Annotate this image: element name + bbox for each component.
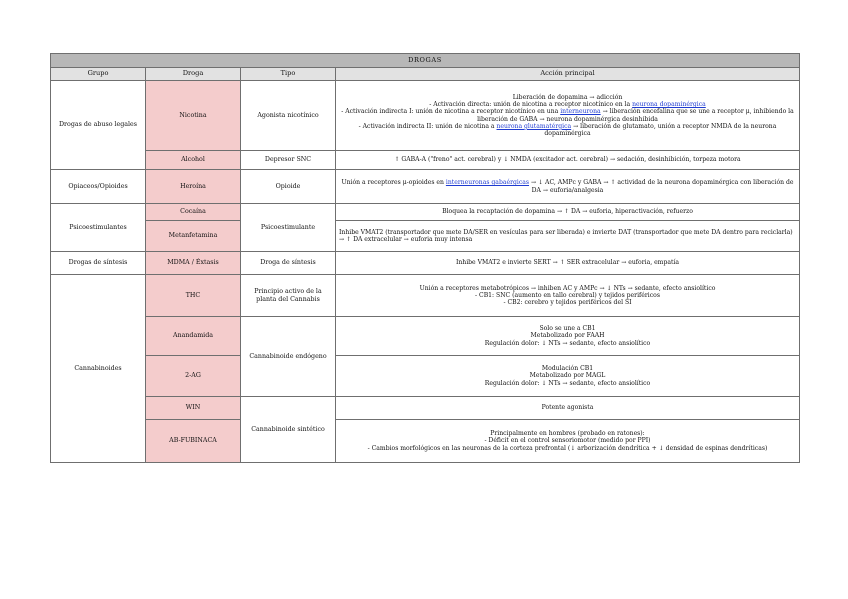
accion-nicotina — [336, 81, 800, 151]
group-psicoestimulantes: Psicoestimulantes — [51, 204, 146, 252]
accion-anandamida-line2: Metabolizado por FAAH — [530, 332, 605, 340]
header-droga: Droga — [146, 68, 241, 81]
table-row — [51, 204, 800, 221]
accion-2ag-line3: Regulación dolor: ↓ NTs → sedante, efecto ansiolítico — [484, 379, 651, 387]
table-row — [51, 170, 800, 204]
drug-abfubinaca: AB-FUBINACA — [146, 420, 241, 463]
drug-heroina: Heroína — [146, 170, 241, 204]
accion-anandamida-line3: Regulación dolor: ↓ NTs → sedante, efecto ansiolítico — [484, 339, 651, 347]
accion-thc — [336, 275, 800, 317]
table-row — [51, 317, 800, 356]
text-fragment: → ↓ AC, AMPc y GABA → ↑ actividad de la neurona dopaminérgica con liberación de DA → euforia/analgesia — [529, 179, 794, 194]
accion-nicotina-line4 — [339, 123, 796, 138]
link-neurona-glutamatergica[interactable]: neurona glutamatérgica — [496, 122, 572, 130]
table-title-row — [51, 54, 800, 68]
accion-anandamida — [336, 317, 800, 356]
accion-nicotina-line3 — [339, 108, 796, 123]
header-tipo: Tipo — [241, 68, 336, 81]
accion-metanfetamina: Inhibe VMAT2 (transportador que mete DA/SER en vesículas para ser liberada) e invierte DAT (transportador que mete DA dentro para reciclarla) → ↑ DA extracelular → euforia muy intensa — [336, 221, 800, 252]
table-row — [51, 356, 800, 397]
text-fragment: - Activación directa: unión de nicotina a receptor nicotínico en la — [429, 100, 633, 108]
tipo-nicotina: Agonista nicotínico — [241, 81, 336, 151]
accion-alcohol: ↑ GABA-A ("freno" act. cerebral) y ↓ NMDA (excitador act. cerebral) → sedación, desinhibición, torpeza motora — [336, 151, 800, 170]
table-row — [51, 397, 800, 420]
header-accion: Acción principal — [336, 68, 800, 81]
table-row — [51, 252, 800, 275]
table-row — [51, 81, 800, 151]
drug-cocaina: Cocaína — [146, 204, 241, 221]
tipo-sintetico: Cannabinoide sintético — [241, 397, 336, 463]
accion-nicotina-line1: Liberación de dopamina → adicción — [512, 93, 623, 101]
accion-mdma: Inhibe VMAT2 e invierte SERT → ↑ SER extracelular → euforia, empatía — [336, 252, 800, 275]
accion-2ag — [336, 356, 800, 397]
table-title: DROGAS — [51, 54, 800, 68]
text-fragment: - Activación indirecta II: unión de nicotina a — [358, 122, 497, 130]
group-legales: Drogas de abuso legales — [51, 81, 146, 170]
text-fragment: → liberación de glutamato, unión a receptor NMDA de la neurona dopaminérgica — [544, 122, 777, 138]
tipo-endogeno: Cannabinoide endógeno — [241, 317, 336, 397]
table-row — [51, 275, 800, 317]
accion-abfubinaca — [336, 420, 800, 463]
drug-nicotina: Nicotina — [146, 81, 241, 151]
accion-thc-line3: - CB2: cerebro y tejidos periféricos del SI — [503, 299, 632, 307]
group-opiaceos: Opiaceos/Opioides — [51, 170, 146, 204]
link-neurona-dopaminergica[interactable]: neurona dopaminérgica — [632, 100, 706, 108]
table-row — [51, 420, 800, 463]
link-interneurona[interactable]: interneurona — [560, 108, 601, 116]
link-interneuronas-gabaergicas[interactable]: interneuronas gabaérgicas — [445, 179, 530, 187]
text-fragment: → liberación encefalina que se une a receptor μ, inhibiendo la liberación de GABA → neurona dopaminérgica desinhibida — [477, 108, 794, 123]
tipo-heroina: Opioide — [241, 170, 336, 204]
accion-heroina — [336, 170, 800, 204]
tipo-thc: Principio activo de la planta del Cannabis — [241, 275, 336, 317]
drug-win: WIN — [146, 397, 241, 420]
accion-win: Potente agonista — [336, 397, 800, 420]
group-sintesis: Drogas de síntesis — [51, 252, 146, 275]
group-cannabinoides: Cannabinoides — [51, 275, 146, 463]
accion-2ag-line1: Modulación CB1 — [541, 365, 594, 373]
drug-anandamida: Anandamida — [146, 317, 241, 356]
header-grupo: Grupo — [51, 68, 146, 81]
tipo-psicoestimulante: Psicoestimulante — [241, 204, 336, 252]
accion-2ag-line2: Metabolizado por MAGL — [529, 372, 606, 380]
drug-metanfetamina: Metanfetamina — [146, 221, 241, 252]
accion-nicotina-line2 — [339, 101, 796, 108]
drug-thc: THC — [146, 275, 241, 317]
accion-abfubinaca-line1: Principalmente en hombres (probado en ratones): — [490, 430, 645, 438]
drogas-table — [50, 53, 800, 463]
text-fragment: Unión a receptores μ-opioides en — [341, 179, 446, 187]
accion-abfubinaca-line3: - Cambios morfológicos en las neuronas de la corteza prefrontal (↓ arborización dendrítica + ↓ densidad de espinas dendríticas) — [367, 444, 768, 452]
text-fragment: - Activación indirecta I: unión de nicotina a receptor nicotínico en una — [341, 108, 561, 116]
drug-2ag: 2-AG — [146, 356, 241, 397]
accion-abfubinaca-line2: - Déficit en el control sensoriomotor (medido por PPI) — [484, 437, 651, 445]
table-row — [51, 151, 800, 170]
accion-thc-line1: Unión a receptores metabotrópicos → inhiben AC y AMPc → ↓ NTs → sedante, efecto ansiolítico — [419, 284, 716, 292]
accion-thc-line2: - CB1: SNC (aumento en tallo cerebral) y tejidos periféricos — [475, 291, 660, 299]
drug-alcohol: Alcohol — [146, 151, 241, 170]
table-header-row — [51, 68, 800, 81]
accion-anandamida-line1: Solo se une a CB1 — [539, 325, 596, 333]
table-row — [51, 221, 800, 252]
tipo-mdma: Droga de síntesis — [241, 252, 336, 275]
accion-cocaina: Bloquea la recaptación de dopamina → ↑ DA → euforia, hiperactivación, refuerzo — [336, 204, 800, 221]
drug-mdma: MDMA / Éxtasis — [146, 252, 241, 275]
tipo-alcohol: Depresor SNC — [241, 151, 336, 170]
